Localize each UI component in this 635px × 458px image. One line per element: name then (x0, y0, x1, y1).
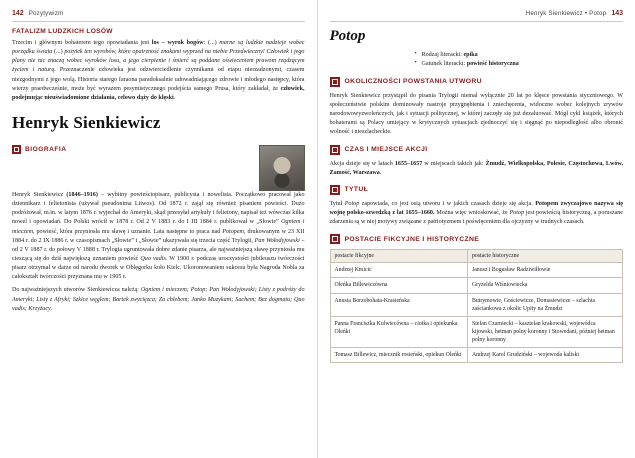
section-heading (330, 145, 624, 155)
section-paragraph: Henryk Sienkiewicz przystąpił do pisania Trylogii niemal wyłącznie 20 lat po klęsce powstania styczniowego. W społeczeństwie polskim dominowały nastroje przygnębienia i zniechęcenia, widoczne wobec kolejnych zrywów narodowowyzwoleńczych, jak i sytuacji politycznej, w której zaczęły się już dezaluować. Mógł cykl książek, których bohaterami są Polacy umiejący w krytycznych sytuacjach zjednoczyć się i sięgnąć po niepodległość albo obronić wolność i nieszlacheckie. (329, 92, 623, 136)
section-paragraph: Tytuł Potop zapowiada, co jest osią utworu i w jakich czasach dzieje się akcja. Potopem zwyczajowo nazywa się wojnę polsko-szwedzką z lat 1655–1660. Można więc wnioskować, że Potop jest powieścią historyczną, a poruszane zdarzenia są w niej motywy związane z patriotyzmem i poświęceniem dla ojczyzny w trudnych czasach. (329, 200, 624, 226)
table-cell-fictional: Panna Franciszka Kulwiecówna – ciotka i opiekunka Oleńki (330, 316, 467, 347)
table-section-heading (330, 234, 624, 244)
section-heading-label: TYTUŁ (344, 186, 369, 194)
characters-table-body (330, 263, 623, 363)
left-paragraph-1: Trzecim i głównym bohaterem tego opowiadania jest los – wyrok bogów: (...) marne są ludzkie nadzieje wobec porządku świata (...) pożytek ten wyrobów, które opatrzność znakami wyprzed na niebie Przedwieczny! Człowiek i jego plany nie nic znaczą wobec wyroków losu, a jego cierpienie i śmierć są poddane oświeceniem prawom rządzącym życiem i naturą. Przeznaczenie człowieka jest odzwierciedlenie czynnikami od etapu nierzadzonymi, czasem niezgodnymi z jego wolą. Historia starego faraona paradoksalnie udowadniającego zdrowie i młodego następcy, która wierzy praedwcześnie, może być wyrazem pesymistycznego podejścia samego Prusa, który zakładał, że człowiek, podejmując nieuświadomione działania, celowo dąży do klęski. (12, 40, 305, 101)
table-cell-fictional: Andrzej Kmicic (330, 263, 467, 278)
table-header-fictional: postacie fikcyjne (330, 250, 467, 263)
right-folio: 143 (611, 10, 623, 17)
table-cell-historical: Gryzelda Wiśniowiecka (467, 278, 622, 293)
list-icon (330, 234, 340, 244)
book-icon (330, 145, 340, 155)
section-heading (330, 185, 624, 195)
book-icon (330, 185, 340, 195)
biography-badge (12, 145, 67, 154)
table-row (330, 293, 623, 316)
list-item: • Gatunek literacki: powieść historyczna (422, 60, 624, 69)
left-section-heading: FATALIZM LUDZKICH LOSÓW (12, 28, 113, 35)
bio-paragraph-2: Do najważniejszych utworów Sienkiewicza należą: Ogniem i mieczem; Potop; Pan Wołodyjowski; Listy z podróży do Ameryki; Listy z Afryki; Szkice węglem; Bartek zwycięzca; Za chlebem; Janko Muzykant; Sachem; Bez dogmatu; Quo vadis; Krzyżacy. (12, 287, 305, 312)
chapter-title: Potop (329, 28, 366, 44)
table-row (330, 316, 623, 347)
table-section-heading-label: POSTACIE FIKCYJNE I HISTORYCZNE (344, 235, 480, 243)
characters-table (330, 249, 624, 363)
table-row (330, 278, 623, 293)
book-icon (330, 77, 340, 87)
biography-badge-label: BIOGRAFIA (25, 145, 67, 153)
table-cell-historical: Butrymowie, Gościewicze, Domasiewicze – szlachta zaściankowa z okolic Upity na Żmudzi (467, 293, 622, 316)
right-running-head-text: Henryk Sienkiewicz • Potop (525, 10, 607, 17)
right-running-head (330, 8, 624, 19)
author-block (12, 141, 305, 191)
left-running-head-text: Pozytywizm (28, 10, 64, 17)
section-heading-label: OKOLICZNOŚCI POWSTANIA UTWORU (344, 78, 482, 86)
section-paragraph: Akcja dzieje się w latach 1655–1657 w miejscach takich jak: Żmudź, Wielkopolska, Polesie, Częstochowa, Lwów, Zamość, Warszawa. (329, 160, 623, 176)
section-heading (330, 77, 624, 87)
bio-paragraph-1: Henryk Sienkiewicz (1846–1916) – wybitny powieściopisarz, publicysta i nowelista. Początkowo pracował jako dziennikarz i felietonista (używał pseudonima Litwos). Od 1872 r. zajął się również pisaniem powieści. Dużo podróżował, m.in. w latym 1876 r. wyjechał do Ameryki, skąd przesyłał artykuły i felietony, napisał też wówczas kilka nowel i opowiadań. Do Polski wrócił w 1878 r. Od 2 V 1883 r. do I III 1884 r. publikował w „Słowie” Ogniem i mieczem, powieść, która przyniosła mu sławę i uznanie. Lata następne to praca nad Potopem, drukowanym w 23 XII 1884 r. do 2 IX 1886 r. w czasopismach „Słowie” i „Słowie” ukazywała się trzecia część Trylogii, Pan Wołodyjowski – od 2 V 1887 r. do połowy V 1888 r. Trylogia ugruntowała dobre zdanie pisarza, ale najważniejszą sławę przyniosła mu cieszącą się do dziś największą uznaniem powieść Quo vadis. W 1900 r. podczas uroczystości jubileuszu twórczości pisarz otrzymał w darze od narodu dworek w Oblęgorku koło Kielc. Ukoronowaniem sukcesu była Nagroda Nobla za całokształt twórczości przyznana mu w 1905 r. (12, 191, 305, 281)
table-cell-fictional: Tomasz Billewicz, miecznik rosieński, opiekun Oleńki (330, 348, 467, 363)
table-cell-historical: Andrzej Karol Grudziński – wojewoda kaliski (467, 348, 622, 363)
left-head-rule (12, 21, 305, 22)
right-page (318, 0, 635, 458)
sections-container (330, 77, 624, 227)
right-head-rule (330, 21, 624, 22)
left-folio: 142 (12, 10, 24, 17)
table-row (330, 263, 623, 278)
author-portrait (259, 145, 305, 191)
table-row (330, 348, 623, 363)
table-cell-historical: Janusz i Bogusław Radziwiłłowie (467, 263, 622, 278)
table-header-historical: postacie historyczne (467, 250, 622, 263)
page-title: Henryk Sienkiewicz (12, 112, 161, 132)
table-header-row (330, 250, 623, 263)
table-cell-fictional: Oleńka Billewiczówna (330, 278, 467, 293)
table-cell-fictional: Anusia Borzobohata-Krasieńska (330, 293, 467, 316)
work-metadata-list (330, 51, 624, 70)
book-icon (12, 145, 21, 154)
left-running-head (12, 8, 305, 19)
section-heading-label: CZAS I MIEJSCE AKCJI (344, 146, 428, 154)
list-item: • Rodzaj literacki: epika (422, 51, 624, 60)
table-cell-historical: Stefan Czarniecki – kasztelan krakowski, wojewódca kijowski, hetman polny koronny i Stowedani, później hetman polny koronny (467, 316, 622, 347)
